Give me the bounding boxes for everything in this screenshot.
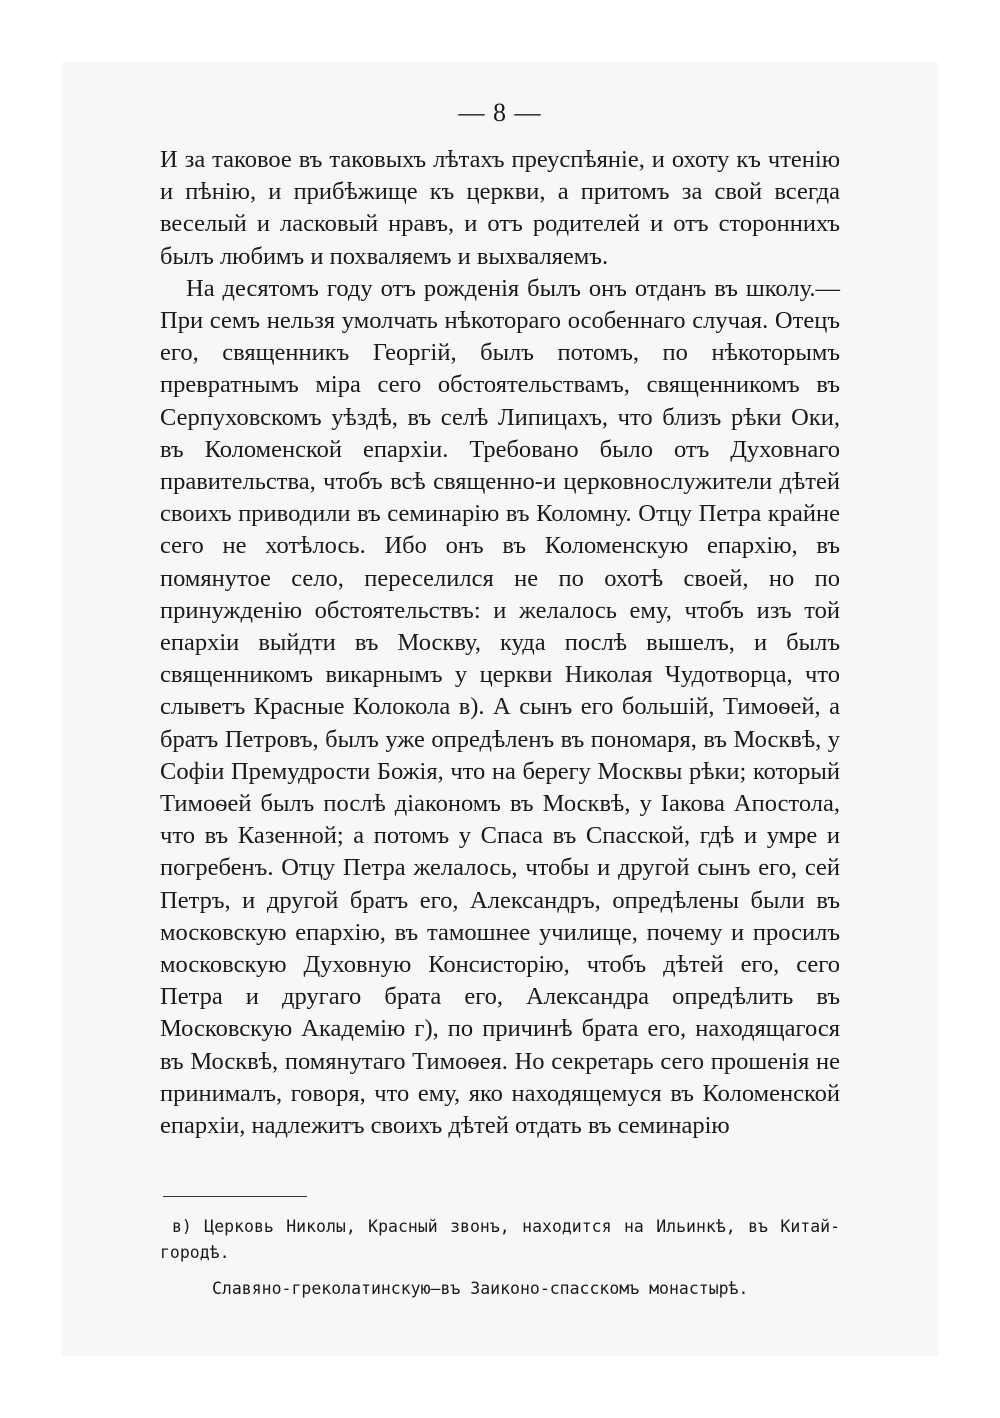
footnote-g: Славяно-греколатинскую—въ Заиконо-спасскомъ монастырѣ. bbox=[212, 1279, 749, 1298]
paragraph-1: И за таковое въ таковыхъ лѣтахъ преуспѣяніе, и охоту къ чтенію и пѣнію, и прибѣжище къ церкви, а притомъ за свой всегда веселый и ласковый нравъ, и отъ родителей и отъ стороннихъ былъ любимъ и похваляемъ и выхваляемъ. bbox=[160, 146, 840, 270]
paragraph-2: На десятомъ году отъ рожденія былъ онъ отданъ въ школу.—При семъ нельзя умолчать нѣкотораго особеннаго случая. Отецъ его, священникъ Георгій, былъ потомъ, по нѣкоторымъ превратнымъ міра сего обстоятельствамъ, священникомъ въ Серпуховскомъ уѣздѣ, въ селѣ Липицахъ, что близъ рѣки Оки, въ Коломенской епархіи. Требовано было отъ Духовнаго правительства, чтобъ всѣ священно-и церковнослужители дѣтей своихъ приводили въ семинарію въ Коломну. Отцу Петра крайне сего не хотѣлось. Ибо онъ въ Коломенскую епархію, въ помянутое село, переселился не по охотѣ своей, но по принужденію обстоятельствъ: и желалось ему, чтобъ изъ той епархіи выйдти въ Москву, куда послѣ вышелъ, и былъ священникомъ викарнымъ у церкви Николая Чудотворца, что слыветъ Красные Колокола в). А сынъ его большій, Тимоѳей, а братъ Петровъ, былъ уже опредѣленъ въ пономаря, въ Москвѣ, у Софіи Премудрости Божія, что на берегу Москвы рѣки; который Тимоѳей былъ послѣ діакономъ въ Москвѣ, у Іакова Апостола, что въ Казенной; а потомъ у Спаса въ Спасской, гдѣ и умре и погребенъ. Отцу Петра желалось, чтобы и другой сынъ его, сей Петръ, и другой братъ его, Александръ, опредѣлены были въ московскую епархію, въ тамошнее училище, почему и просилъ московскую Духовную Консисторію, чтобъ дѣтей его, сего Петра и другаго брата его, Александра опредѣлить въ Московскую Академію г), по причинѣ брата его, находящагося въ Москвѣ, помянутаго Тимоѳея. Но секретарь сего прошенія не принималъ, говоря, что ему, яко находящемуся въ Коломенской епархіи, надлежитъ своихъ дѣтей отдать въ семинарію bbox=[160, 274, 840, 1140]
page-number: — 8 — bbox=[458, 98, 542, 127]
main-text bbox=[160, 144, 840, 1142]
footnotes bbox=[160, 1214, 840, 1302]
footnote-separator bbox=[163, 1196, 307, 1197]
footnote-v: в) Церковь Николы, Красный звонъ, находится на Ильинкѣ, въ Китай-городѣ. bbox=[160, 1217, 840, 1262]
